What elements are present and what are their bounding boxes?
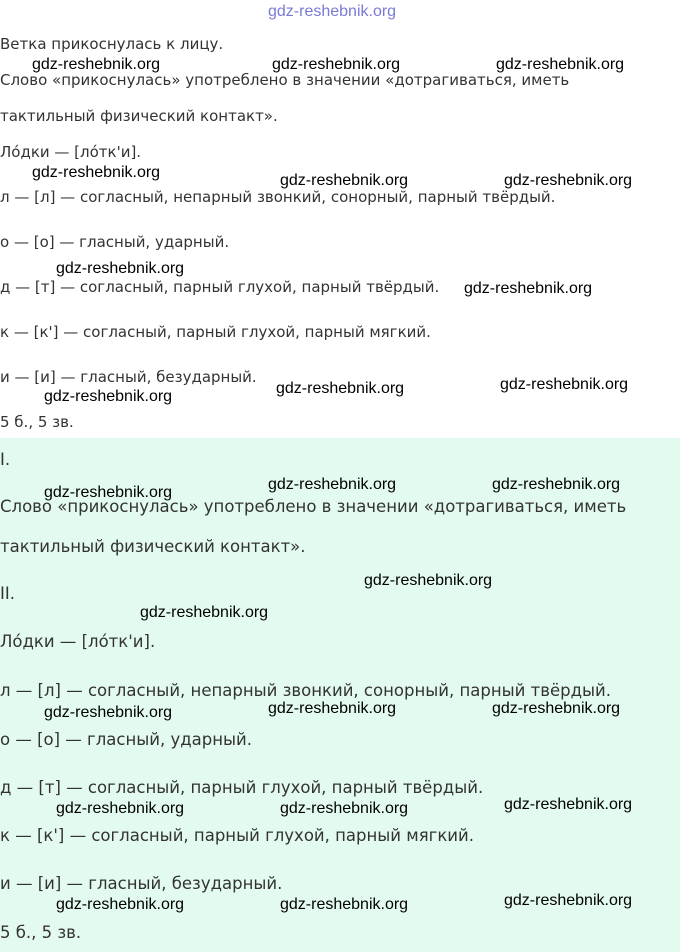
- text-line: I.: [0, 450, 11, 469]
- watermark: gdz-reshebnik.org: [364, 572, 493, 589]
- watermark: gdz-reshebnik.org: [268, 476, 397, 493]
- watermark: gdz-reshebnik.org: [492, 476, 621, 493]
- text-line: и — [и] — гласный, безударный.: [0, 368, 257, 386]
- text-line: к — [к'] — согласный, парный глухой, парный мягкий.: [0, 826, 474, 845]
- text-line: о — [о] — гласный, ударный.: [0, 233, 230, 251]
- watermark: gdz-reshebnik.org: [44, 484, 173, 501]
- text-line: тактильный физический контакт».: [0, 537, 306, 556]
- text-line: Ветка прикоснулась к лицу.: [0, 35, 224, 53]
- text-line: Слово «прикоснулась» употреблено в значении «дотрагиваться, иметь: [0, 497, 627, 516]
- text-line: л — [л] — согласный, непарный звонкий, сонорный, парный твёрдый.: [0, 188, 556, 206]
- text-line: II.: [0, 584, 15, 603]
- watermark: gdz-reshebnik.org: [280, 800, 409, 817]
- text-line: тактильный физический контакт».: [0, 107, 278, 125]
- text-line: д — [т] — согласный, парный глухой, парный твёрдый.: [0, 278, 440, 296]
- text-line: о — [о] — гласный, ударный.: [0, 730, 253, 749]
- text-line: д — [т] — согласный, парный глухой, парный твёрдый.: [0, 778, 484, 797]
- watermark: gdz-reshebnik.org: [500, 376, 629, 393]
- watermark: gdz-reshebnik.org: [32, 56, 161, 73]
- watermark: gdz-reshebnik.org: [504, 892, 633, 909]
- watermark: gdz-reshebnik.org: [268, 700, 397, 717]
- text-line: Слово «прикоснулась» употреблено в значении «дотрагиваться, иметь: [0, 71, 570, 89]
- text-line: и — [и] — гласный, безударный.: [0, 874, 283, 893]
- text-line: к — [к'] — согласный, парный глухой, парный мягкий.: [0, 323, 431, 341]
- watermark: gdz-reshebnik.org: [32, 164, 161, 181]
- watermark: gdz-reshebnik.org: [272, 56, 401, 73]
- watermark: gdz-reshebnik.org: [140, 604, 269, 621]
- text-line: Ло́дки — [ло́тк'и].: [0, 143, 142, 161]
- watermark: gdz-reshebnik.org: [56, 260, 185, 277]
- watermark: gdz-reshebnik.org: [44, 388, 173, 405]
- watermark: gdz-reshebnik.org: [280, 172, 409, 189]
- watermark: gdz-reshebnik.org: [504, 796, 633, 813]
- text-line: 5 б., 5 зв.: [0, 923, 82, 942]
- text-line: л — [л] — согласный, непарный звонкий, сонорный, парный твёрдый.: [0, 681, 611, 700]
- watermark: gdz-reshebnik.org: [268, 3, 397, 20]
- text-line: 5 б., 5 зв.: [0, 413, 74, 431]
- text-line: Ло́дки — [ло́тк'и].: [0, 632, 156, 651]
- watermark: gdz-reshebnik.org: [280, 896, 409, 913]
- watermark: gdz-reshebnik.org: [44, 704, 173, 721]
- watermark: gdz-reshebnik.org: [496, 56, 625, 73]
- watermark: gdz-reshebnik.org: [464, 280, 593, 297]
- watermark: gdz-reshebnik.org: [492, 700, 621, 717]
- watermark: gdz-reshebnik.org: [56, 800, 185, 817]
- watermark: gdz-reshebnik.org: [56, 896, 185, 913]
- watermark: gdz-reshebnik.org: [504, 172, 633, 189]
- watermark: gdz-reshebnik.org: [276, 380, 405, 397]
